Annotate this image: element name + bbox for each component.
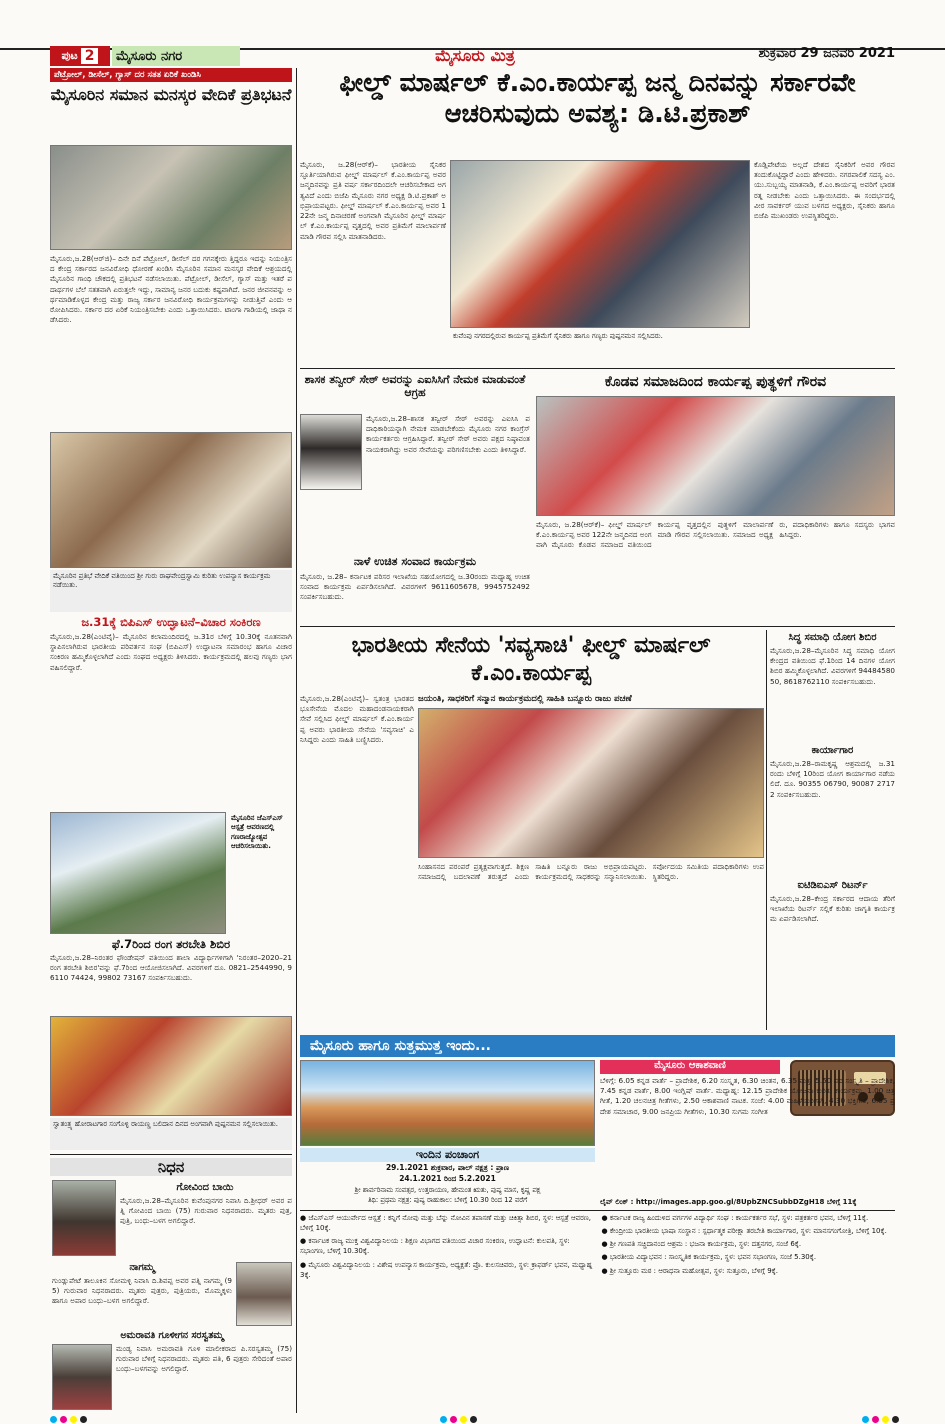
divider <box>300 368 895 369</box>
headline-kodava: ಕೊಡವ ಸಮಾಜದಿಂದ ಕಾರ್ಯಪ್ಪ ಪುತ್ಥಳಿಗೆ ಗೌರವ <box>604 374 827 390</box>
article-bps-body: ಮೈಸೂರು,ಜ.28(ಎಂಟಿವೈ)– ಮೈಸೂರಿನ ಕಲಾಮಂದಿರದಲ್ಲಿ ಜ.31ರ ಬೆಳಿಗ್ಗೆ 10.30ಕ್ಕೆ ನೂತನವಾಗಿ ಸ್ಥಾಪಿಸಲಾಗಿರುವ ಭಾರತೀಯ ಪರಿವರ್ತನ ಸಂಘ (ಬಿಪಿಎಸ್) ಉದ್ಘಾಟನಾ ಸಮಾರಂಭ ಹಾಗೂ ವಿಚಾರ ಸಂಕಿರಣ ಹಮ್ಮಿಕೊಳ್ಳಲಾಗಿದೆ ಎಂದು ಸಂಘದ ಅಧ್ಯಕ್ಷರು ತಿಳಿಸಿದರು. ಕಾರ್ಯಕ್ರಮದಲ್ಲಿ ಹಲವು ಗಣ್ಯರು ಭಾಗವಹಿಸಲಿದ್ದಾರೆ. <box>50 632 292 672</box>
caption-republic-day: ಮೈಸೂರಿನ ಜೆಎಸ್‌ಎಸ್ ಆಸ್ಪತ್ರೆ ಆವರಣದಲ್ಲಿ ಗಣರಾಜ್ಯೋತ್ಸವ ಆಚರಿಸಲಾಯಿತು. <box>228 812 292 934</box>
obituary-body-1: ಮೈಸೂರು,ಜ.28–ಮೈಸೂರಿನ ಕುವೆಂಪುನಗರ ನಿವಾಸಿ ದಿ.ಶ್ರೀಧರ್ ಅವರ ಪತ್ನಿ ಗೋವಿಂದ ಬಾಯಿ (75) ಗುರುವಾರ ನಿಧನರಾದರು. ಮೃತರು ಪುತ್ರ, ಪುತ್ರಿ, ಬಂಧು–ಬಳಗ ಅಗಲಿದ್ದಾರೆ. <box>120 1196 292 1226</box>
column-divider <box>766 630 767 1030</box>
panchanga-week: 24.1.2021 ರಿಂದ 5.2.2021 <box>399 1174 496 1183</box>
article-workshop-body: ಮೈಸೂರು,ಜ.28–ರಾಮಕೃಷ್ಣ ಆಶ್ರಮದಲ್ಲಿ ಜ.31ರಂದು ಬೆಳಿಗ್ಗೆ 10ರಿಂದ ಯೋಗ ಕಾರ್ಯಾಗಾರ ನಡೆಯಲಿದೆ. ದೂ. 90355 06790, 90087 27172 ಸಂಪರ್ಕಿಸಬಹುದು. <box>770 759 895 799</box>
dateline: ಶುಕ್ರವಾರ 29 ಜನವರಿ 2021 <box>758 46 895 61</box>
photo-lecture <box>50 432 292 568</box>
obituary-name-2: ನಾಗಮ್ಮ <box>129 1262 155 1273</box>
divider <box>300 626 895 627</box>
headline-bps: ಜ.31ಕ್ಕೆ ಬಿಪಿಎಸ್ ಉದ್ಘಾಟನೆ–ವಿಚಾರ ಸಂಕಿರಣ <box>81 615 261 629</box>
panchanga-date: 29.1.2021 ಶುಕ್ರವಾರ, ಪಾಲ್ ನಕ್ಷತ್ರ : ಪ್ರಾಣ <box>385 1163 510 1172</box>
photo-protest <box>50 145 292 250</box>
radio-tag: ಮೈಸೂರು ಆಕಾಶವಾಣಿ <box>600 1060 780 1074</box>
obituary-body-3: ಮಂಡ್ಯ ನಿವಾಸಿ ಅಮರಾವತಿ ಗೂಳಿ ಮಾಲೀಕರಾದ ಪಿ.ಸರಸ್ವತಮ್ಮ (75) ಗುರುವಾರ ಬೆಳಿಗ್ಗೆ ನಿಧನರಾದರು. ಮೃತರು ಪತಿ, 6 ಪುತ್ರರು ಸೇರಿದಂತೆ ಅಪಾರ ಬಂಧು–ಬಳಗವನ್ನು ಅಗಲಿದ್ದಾರೆ. <box>116 1344 292 1374</box>
obituary-name-3: ಅಮರಾವತಿ ಗೂಳೀಗನ ಸರಸ್ವತಮ್ಮ <box>120 1330 224 1341</box>
caption-rayanna: ಸ್ವಾತಂತ್ರ್ಯ ಹೋರಾಟಗಾರ ಸಂಗೊಳ್ಳಿ ರಾಯಣ್ಣ ಬಲಿದಾನ ದಿನದ ಅಂಗವಾಗಿ ಪುಷ್ಪನಮನ ಸಲ್ಲಿಸಲಾಯಿತು. <box>50 1118 292 1150</box>
article-savyasachi-body: ಮೈಸೂರು,ಜ.28(ಎಂಟಿವೈ)– ಸ್ವತಂತ್ರ ಭಾರತದ ಭೂಸೇನೆಯ ಮೊದಲ ಮಹಾದಂಡನಾಯಕರಾಗಿ ಸೇವೆ ಸಲ್ಲಿಸಿದ ಫೀಲ್ಡ್ ಮಾರ್ಷಲ್ ಕೆ.ಎಂ.ಕಾರ್ಯಪ್ಪ ಅವರು ಭಾರತೀಯ ಸೇನೆಯ 'ಸವ್ಯಸಾಚಿ' ಎನಿಸಿದ್ದರು ಎಂದು ಸಾಹಿತಿ ಬಣ್ಣಿಸಿದರು. <box>300 694 414 744</box>
headline-itd: ಐಟಿಡಿಐಎಸ್ ರಿಟರ್ನ್ <box>797 880 868 891</box>
lead-body-left: ಮೈಸೂರು, ಜ.28(ಆರ್‌ಕೆ)– ಭಾರತೀಯ ಸೈನಿಕರ ಸ್ಫೂರ್ತಿಯಾಗಿರುವ ಫೀಲ್ಡ್ ಮಾರ್ಷಲ್ ಕೆ.ಎಂ.ಕಾರ್ಯಪ್ಪ ಅವರ ಜನ್ಮದಿನವನ್ನು ಪ್ರತಿ ವರ್ಷ ಸರ್ಕಾರದಿಂದಲೇ ಆಚರಿಸಬೇಕಾದ ಅಗತ್ಯವಿದೆ ಎಂದು ಬಿಜೆಪಿ ಮೈಸೂರು ನಗರ ಅಧ್ಯಕ್ಷ ಡಿ.ಟಿ.ಪ್ರಕಾಶ್ ಅಭಿಪ್ರಾಯಪಟ್ಟರು. ಫೀಲ್ಡ್ ಮಾರ್ಷಲ್ ಕೆ.ಎಂ.ಕಾರ್ಯಪ್ಪ ಅವರ 122ನೇ ಜನ್ಮ ದಿನಾಚರಣೆ ಅಂಗವಾಗಿ ಮೈಸೂರಿನ ಫೀಲ್ಡ್ ಮಾರ್ಷಲ್ ಕೆ.ಎಂ.ಕಾರ್ಯಪ್ಪ ವೃತ್ತದಲ್ಲಿ ಅವರ ಪ್ರತಿಮೆಗೆ ಮಾಲಾರ್ಪಣೆ ಮಾಡಿ ಗೌರವ ಸಲ್ಲಿಸಿ ಮಾತನಾಡಿದರು. <box>300 160 446 241</box>
page-label: ಪುಟ <box>61 49 78 62</box>
obituary-heading: ನಿಧನ <box>50 1158 292 1176</box>
event-item: ● ಜೆಎಸ್ಎಸ್ ಆಯುರ್ವೇದ ಆಸ್ಪತ್ರೆ : ಕನ್ನಿಗೆ ನೋವು ಮತ್ತು ಬೆನ್ನು ನೋವಿನ ತಪಾಸಣೆ ಮತ್ತು ಚಿಕಿತ್ಸಾ ಶಿಬಿರ, ಸ್ಥಳ: ಆಸ್ಪತ್ರೆ ಆವರಣ, ಬೆಳಿಗ್ಗೆ 10ಕ್ಕೆ. <box>300 1214 591 1233</box>
event-item: ● ಶ್ರೀ ಸುತ್ತೂರು ಮಠ : ಆರಾಧನಾ ಮಹೋತ್ಸವ, ಸ್ಥಳ: ಸುತ್ತೂರು, ಬೆಳಿಗ್ಗೆ 9ಕ್ಕೆ. <box>601 1266 778 1275</box>
obituary-photo-2 <box>236 1262 292 1326</box>
page-header <box>0 0 945 50</box>
panchanga-tithi: ತಿಥಿ: ಪ್ರಥಮ ನಕ್ಷತ್ರ: ಪುಷ್ಯ ರಾಹುಕಾಲ: ಬೆಳಿಗ್ಗೆ 10.30 ರಿಂದ 12 ವರೆಗೆ <box>367 1196 528 1204</box>
radio-schedule: ಬೆಳಿಗ್ಗೆ: 6.05 ಕನ್ನಡ ವಾರ್ತೆ – ಪ್ರಾದೇಶಿಕ, 6.20 ಸಂಸ್ಕೃತ, 6.30 ಚಿಂತನ, 6.35 ಮತ್ತು 5.50 ಪದ ಸಂಸ್ಕೃತಿ – ಪ್ರಾದೇಶಿಕ, 7.45 ಕನ್ನಡ ವಾರ್ತೆ, 8.00 ಇಂಗ್ಲಿಷ್ ವಾರ್ತೆ. ಮಧ್ಯಾಹ್ನ: 12.15 ಪ್ರಾದೇಶಿಕ ಯೋಜನಾ ಕುರಿತು ಕಾರ್ಯಕ್ರಮ, 1.00 ಚಿತ್ರಗೀತೆ, 1.20 ಚಲನಚಿತ್ರ ಗೀತೆಗಳು, 2.50 ಆಕಾಶವಾಣಿ ನಾಟಕ. ಸಂಜೆ: 4.00 ಮಹಿಳೆಯರಿಗಾಗಿ, 4.30 ಭಕ್ತಿಗೀತೆ, 6.55 ಪ್ರದೇಶ ಸಮಾಚಾರ, 9.00 ಜನಪ್ರಿಯ ಗೀತೆಗಳು, 10.30 ಸುಗಮ ಸಂಗೀತ <box>600 1076 895 1116</box>
event-item: ● ಕೇಂದ್ರೀಯ ಭಾರತೀಯ ಭಾಷಾ ಸಂಸ್ಥಾನ : ಸ್ಪರ್ಧಾತ್ಮಕ ಪರೀಕ್ಷಾ ತರಬೇತಿ ಕಾರ್ಯಾಗಾರ, ಸ್ಥಳ: ಮಾನಸಗಂಗೋತ್ರಿ, ಬೆಳಿಗ್ಗೆ 10ಕ್ಕೆ. <box>601 1227 887 1236</box>
event-item: ● ಕರ್ನಾಟಕ ರಾಜ್ಯ ಹಿಂದುಳಿದ ವರ್ಗಗಳ ವಿದ್ಯಾರ್ಥಿ ಸಂಘ : ಕಾರ್ಯಕರ್ತರ ಸಭೆ, ಸ್ಥಳ: ಪತ್ರಕರ್ತರ ಭವನ, ಬೆಳಿಗ್ಗೆ 11ಕ್ಕೆ. <box>601 1214 869 1222</box>
lead-headline: ಫೀಲ್ಡ್ ಮಾರ್ಷಲ್ ಕೆ.ಎಂ.ಕಾರ್ಯಪ್ಪ ಜನ್ಮ ದಿನವನ್ನು ಸರ್ಕಾರವೇ ಆಚರಿಸುವುದು ಅವಶ್ಯ: ಡಿ.ಟಿ.ಪ್ರಕಾಶ್ <box>339 68 856 130</box>
photo-kodava <box>536 396 895 516</box>
obituary-photo-1 <box>52 1180 116 1256</box>
obituary-photo-3 <box>52 1344 112 1410</box>
divider <box>300 1210 895 1211</box>
headline-tanveer-sait: ಶಾಸಕ ತನ್ವೀರ್ ಸೇಠ್ ಅವರನ್ನು ಎಐಸಿಸಿಗೆ ನೇಮಕ ಮಾಡುವಂತೆ ಆಗ್ರಹ <box>304 373 526 399</box>
headline-protest: ಮೈಸೂರಿನ ಸಮಾನ ಮನಸ್ಕರ ವೇದಿಕೆ ಪ್ರತಿಭಟನೆ <box>50 85 292 104</box>
photo-rayanna <box>50 1016 292 1116</box>
masthead-logo: ಮೈಸೂರು ಮಿತ್ರ <box>435 46 515 65</box>
lead-photo-caption: ಕುವೆಂಪು ನಗರದಲ್ಲಿರುವ ಕಾರ್ಯಪ್ಪ ಪ್ರತಿಮೆಗೆ ಸೈನಿಕರು ಹಾಗೂ ಗಣ್ಯರು ಪುಷ್ಪನಮನ ಸಲ್ಲಿಸಿದರು. <box>450 330 750 364</box>
obituary-body-2: ಗುಂಡ್ಲುಪೇಟೆ ತಾಲೂಕಿನ ಸೋಮಳ್ಳಿ ನಿವಾಸಿ ದಿ.ಶಿವಪ್ಪ ಅವರ ಪತ್ನಿ ನಾಗಮ್ಮ (95) ಗುರುವಾರ ನಿಧನರಾದರು. ಮೃತರು ಪುತ್ರರು, ಪುತ್ರಿಯರು, ಮೊಮ್ಮಕ್ಕಳು ಹಾಗೂ ಅಪಾರ ಬಂಧು–ಬಳಗ ಅಗಲಿದ್ದಾರೆ. <box>52 1276 232 1306</box>
page-number: 2 <box>81 48 99 64</box>
event-item: ● ಭಾರತೀಯ ವಿದ್ಯಾಭವನ : ಸಾಂಸ್ಕೃತಿಕ ಕಾರ್ಯಕ್ರಮ, ಸ್ಥಳ: ಭವನ ಸಭಾಂಗಣ, ಸಂಜೆ 5.30ಕ್ಕೆ. <box>601 1253 817 1262</box>
headline-workshop: ಕಾರ್ಯಾಗಾರ <box>811 745 854 756</box>
obituary-name-1: ಗೋವಿಂದ ಬಾಯಿ <box>176 1182 234 1193</box>
photo-felicitation <box>418 708 764 858</box>
caption-lecture: ಮೈಸೂರಿನ ಪ್ರತಿಭೆ ವೇದಿಕೆ ವತಿಯಿಂದ ಶ್ರೀ ಗುರು ರಾಘವೇಂದ್ರಸ್ವಾಮಿ ಕುರಿತು ಉಪನ್ಯಾಸ ಕಾರ್ಯಕ್ರಮ ನಡೆಯಿತು. <box>50 570 292 612</box>
section-name: ಮೈಸೂರು ನಗರ <box>112 46 240 66</box>
column-divider <box>296 68 297 1413</box>
panchanga-tag: ಇಂದಿನ ಪಂಚಾಂಗ <box>300 1148 595 1162</box>
article-siddha-body: ಮೈಸೂರು,ಜ.28–ಮೈಸೂರಿನ ಸಿದ್ಧ ಸಮಾಧಿ ಯೋಗ ಕೇಂದ್ರದ ವತಿಯಿಂದ ಫೆ.1ರಿಂದ 14 ದಿನಗಳ ಯೋಗ ಶಿಬಿರ ಹಮ್ಮಿಕೊಳ್ಳಲಾಗಿದೆ. ವಿವರಗಳಿಗೆ 9448458050, 8618762110 ಸಂಪರ್ಕಿಸಬಹುದು. <box>770 646 895 686</box>
photo-mysore-palace <box>300 1060 595 1146</box>
radio-live-link[interactable]: ಲೈವ್ ಲಿಂಕ್ : http://images.app.goo.gl/8UpbZNCSubbDZgH18 ಬೆಳಿಗ್ಗೆ 11ಕ್ಕೆ <box>600 1198 857 1206</box>
events-list <box>300 1213 895 1413</box>
lead-photo-tribute <box>450 160 750 328</box>
event-item: ● ಮೈಸೂರು ವಿಶ್ವವಿದ್ಯಾನಿಲಯ : ವಿಶೇಷ ಉಪನ್ಯಾಸ ಕಾರ್ಯಕ್ರಮ, ಅಧ್ಯಕ್ಷತೆ: ಪ್ರೊ. ಕುಲಸಚಿವರು, ಸ್ಥಳ: ಕ್ರಾಫರ್ಡ್ ಭವನ, ಮಧ್ಯಾಹ್ನ 3ಕ್ಕೆ. <box>300 1260 593 1279</box>
article-kodava-body: ಮೈಸೂರು, ಜ.28(ಆರ್‌ಕೆ)– ಫೀಲ್ಡ್ ಮಾರ್ಷಲ್ ಕೆ.ಎಂ.ಕಾರ್ಯಪ್ಪ ಅವರ 122ನೇ ಜನ್ಮದಿನದ ಅಂಗವಾಗಿ ಮೈಸೂರು ಕೊಡವ ಸಮಾಜದ ವತಿಯಿಂದ ಕಾರ್ಯಪ್ಪ ವೃತ್ತದಲ್ಲಿನ ಪುತ್ಥಳಿಗೆ ಮಾಲಾರ್ಪಣೆ ಮಾಡಿ ಗೌರವ ಸಲ್ಲಿಸಲಾಯಿತು. ಸಮಾಜದ ಅಧ್ಯಕ್ಷರು, ಪದಾಧಿಕಾರಿಗಳು ಹಾಗೂ ಸದಸ್ಯರು ಭಾಗವಹಿಸಿದ್ದರು. <box>536 520 895 550</box>
article-sahiti-body: ಸಿಂಹಾಸನದ ಪರಂಪರೆ ಪ್ರತ್ಯಕ್ಷವಾಗುತ್ತದೆ. ಶಿಕ್ಷಣ ಸಮಾಜದಲ್ಲಿ ಬದಲಾವಣೆ ತರುತ್ತದೆ ಎಂದು ಸಾಹಿತಿ ಬನ್ನೂರು ರಾಜು ಅಭಿಪ್ರಾಯಪಟ್ಟರು. ಕಾರ್ಯಕ್ರಮದಲ್ಲಿ ಸಾಧಕರನ್ನು ಸನ್ಮಾನಿಸಲಾಯಿತು. ಸರ್ವೋದಯ ಸಮಿತಿಯ ಪದಾಧಿಕಾರಿಗಳು ಉಪಸ್ಥಿತರಿದ್ದರು. <box>418 862 764 882</box>
headline-sahiti: ಜಯಂತಿ, ಸಾಧಕರಿಗೆ ಸನ್ಮಾನ ಕಾರ್ಯಕ್ರಮದಲ್ಲಿ ಸಾಹಿತಿ ಬನ್ನೂರು ರಾಜು ಪಚಣೆ <box>418 694 632 704</box>
headline-siddha: ಸಿದ್ಧ ಸಮಾಧಿ ಯೋಗ ಶಿಬಿರ <box>788 632 877 643</box>
today-banner: ಮೈಸೂರು ಹಾಗೂ ಸುತ್ತಮುತ್ತ ಇಂದು... <box>300 1035 895 1057</box>
panchanga-samvatsara: ಶ್ರೀ ಶಾರ್ವರಿನಾಮ ಸಂವತ್ಸರ, ಉತ್ತರಾಯಣ, ಹೇಮಂತ ಋತು, ಪುಷ್ಯ ಮಾಸ, ಕೃಷ್ಣ ಪಕ್ಷ <box>354 1186 541 1194</box>
registration-marks-left <box>50 1416 87 1423</box>
event-item: ● ಕರ್ನಾಟಕ ರಾಜ್ಯ ಮುಕ್ತ ವಿಶ್ವವಿದ್ಯಾನಿಲಯ : ಶಿಕ್ಷಣ ವಿಭಾಗದ ವತಿಯಿಂದ ವಿಚಾರ ಸಂಕಿರಣ, ಉದ್ಘಾಟನೆ: ಕುಲಪತಿ, ಸ್ಥಳ: ಸಭಾಂಗಣ, ಬೆಳಿಗ್ಗೆ 10.30ಕ್ಕೆ. <box>300 1237 570 1256</box>
registration-marks-right <box>862 1416 899 1423</box>
lead-body-right: ಕೊಡ್ಲಿಪೇಟೆಯ ಅಲ್ಲದೆ ದೇಶದ ಸೈನಿಕರಿಗೆ ಅವರ ಗೌರವ ತಂದುಕೊಟ್ಟಿದ್ದಾರೆ ಎಂದು ಹೇಳಿದರು. ನಗರಪಾಲಿಕೆ ಸದಸ್ಯ ಎಂ.ಯು.ಸುಬ್ಬಯ್ಯ ಮಾತನಾಡಿ, ಕೆ.ಎಂ.ಕಾರ್ಯಪ್ಪ ಅವರಿಗೆ ಭಾರತ ರತ್ನ ನೀಡಬೇಕು ಎಂದು ಒತ್ತಾಯಿಸಿದರು. ಈ ಸಂದರ್ಭದಲ್ಲಿ ವೀರ ಸಾವರ್ಕರ್ ಯುವ ಬಳಗದ ಅಧ್ಯಕ್ಷರು, ಸೈನಿಕರು ಹಾಗೂ ಬಿಜೆಪಿ ಮುಖಂಡರು ಉಪಸ್ಥಿತರಿದ್ದರು. <box>754 160 895 221</box>
event-item: ● ಶ್ರೀ ಗಣಪತಿ ಸಚ್ಚಿದಾನಂದ ಆಶ್ರಮ : ಭಜನಾ ಕಾರ್ಯಕ್ರಮ, ಸ್ಥಳ: ದತ್ತನಗರ, ಸಂಜೆ 6ಕ್ಕೆ. <box>601 1240 802 1249</box>
divider <box>50 1154 292 1155</box>
page-number-box <box>50 46 110 66</box>
article-itd-body: ಮೈಸೂರು,ಜ.28–ಕೇಂದ್ರ ಸರ್ಕಾರದ ಆದಾಯ ತೆರಿಗೆ ಇಲಾಖೆಯ ರಿಟರ್ನ್ ಸಲ್ಲಿಕೆ ಕುರಿತು ಜಾಗೃತಿ ಕಾರ್ಯಕ್ರಮ ಏರ್ಪಡಿಸಲಾಗಿದೆ. <box>770 894 895 924</box>
photo-republic-day <box>50 812 226 934</box>
article-tanveer-body: ಮೈಸೂರು,ಜ.28–ಶಾಸಕ ತನ್ವೀರ್ ಸೇಠ್ ಅವರನ್ನು ಎಐಸಿಸಿ ಪದಾಧಿಕಾರಿಯನ್ನಾಗಿ ನೇಮಕ ಮಾಡಬೇಕೆಂದು ಮೈಸೂರು ನಗರ ಕಾಂಗ್ರೆಸ್ ಕಾರ್ಯಕರ್ತರು ಆಗ್ರಹಿಸಿದ್ದಾರೆ. ತನ್ವೀರ್ ಸೇಠ್ ಅವರು ಪಕ್ಷದ ನಿಷ್ಠಾವಂತ ನಾಯಕರಾಗಿದ್ದು ಅವರ ಸೇವೆಯನ್ನು ಪರಿಗಣಿಸಬೇಕು ಎಂದು ತಿಳಿಸಿದ್ದಾರೆ. <box>366 414 530 454</box>
registration-marks-center <box>440 1416 477 1423</box>
article-protest-body: ಮೈಸೂರು,ಜ.28(ಆರ್‌ಜಿ)– ದಿನೇ ದಿನೆ ಪೆಟ್ರೋಲ್, ಡೀಸೆಲ್ ದರ ಗಗನಕ್ಕೇರು ತ್ತಿದ್ದರೂ ಇದನ್ನು ನಿಯಂತ್ರಿಸದ ಕೇಂದ್ರ ಸರ್ಕಾರದ ಜನವಿರೋಧಿ ಧೋರಣೆ ಖಂಡಿಸಿ ಮೈಸೂರಿನ ಸಮಾನ ಮನಸ್ಕರ ವೇದಿಕೆ ಆಶ್ರಯದಲ್ಲಿ ಮೈಸೂರಿನ ಗಾಂಧಿ ಚೌಕದಲ್ಲಿ ಪ್ರತಿಭಟನೆ ನಡೆಸಲಾಯಿತು. ಪೆಟ್ರೋಲ್, ಡೀಸೆಲ್, ಗ್ಯಾಸ್ ಮತ್ತು ಇತರೆ ಪದಾರ್ಥಗಳ ಬೆಲೆ ಸತತವಾಗಿ ಏರುತ್ತಲೇ ಇದ್ದು, ಸಾಮಾನ್ಯ ಜನರ ಬದುಕು ಕಷ್ಟವಾಗಿದೆ. ಜನರ ಜೀವನವನ್ನು ಅರ್ಥಮಾಡಿಕೊಳ್ಳದ ಕೇಂದ್ರ ಮತ್ತು ರಾಜ್ಯ ಸರ್ಕಾರ ಜನವಿರೋಧಿ ಕಾರ್ಯಕ್ರಮಗಳನ್ನು ನೀಡುತ್ತಿವೆ ಎಂದು ಆರೋಪಿಸಿದರು. ಸರ್ಕಾರ ದರ ಏರಿಕೆ ನಿಯಂತ್ರಿಸಬೇಕು ಎಂದು ಒತ್ತಾಯಿಸಿದರು. ಟಾಂಗಾ ಗಾಡಿಯಲ್ಲಿ ಜಾಥಾ ನಡೆಸಿದರು. <box>50 254 292 325</box>
article-session-body: ಮೈಸೂರು, ಜ.28– ಕರ್ನಾಟಕ ಪರಿಸರ ಇಲಾಖೆಯ ಸಹಯೋಗದಲ್ಲಿ ಜ.30ರಂದು ಮಧ್ಯಾಹ್ನ ಉಚಿತ ಸಂವಾದ ಕಾರ್ಯಕ್ರಮ ಏರ್ಪಡಿಸಲಾಗಿದೆ. ವಿವರಗಳಿಗೆ 9611605678, 9945752492 ಸಂಪರ್ಕಿಸಬಹುದು. <box>300 572 530 602</box>
headline-savyasachi: ಭಾರತೀಯ ಸೇನೆಯ 'ಸವ್ಯಸಾಚಿ' ಫೀಲ್ಡ್ ಮಾರ್ಷಲ್ ಕೆ.ಎಂ.ಕಾರ್ಯಪ್ಪ <box>351 633 711 686</box>
kicker-strip: ಪೆಟ್ರೋಲ್, ಡೀಸೆಲ್, ಗ್ಯಾಸ್ ದರ ಸತತ ಏರಿಕೆ ಖಂಡಿಸಿ <box>50 68 292 82</box>
headline-free-session: ನಾಳೆ ಉಚಿತ ಸಂವಾದ ಕಾರ್ಯಕ್ರಮ <box>353 555 477 568</box>
photo-tanveer-sait <box>300 414 362 490</box>
headline-theatre: ಫೆ.7ರಿಂದ ರಂಗ ತರಬೇತಿ ಶಿಬಿರ <box>111 937 231 951</box>
article-theatre-body: ಮೈಸೂರು,ಜ.28–ನಿರಂತರ ಫೌಂಡೇಷನ್ ವತಿಯಿಂದ ಶಾಲಾ ವಿದ್ಯಾರ್ಥಿಗಳಿಗಾಗಿ 'ನಿರಂತರ–2020–21 ರಂಗ ತರಬೇತಿ ಶಿಬಿರ'ವನ್ನು ಫೆ.7ರಿಂದ ಆಯೋಜಿಸಲಾಗಿದೆ. ವಿವರಗಳಿಗೆ ದೂ. 0821–2544990, 96110 74424, 99802 73167 ಸಂಪರ್ಕಿಸಬಹುದು. <box>50 953 292 983</box>
